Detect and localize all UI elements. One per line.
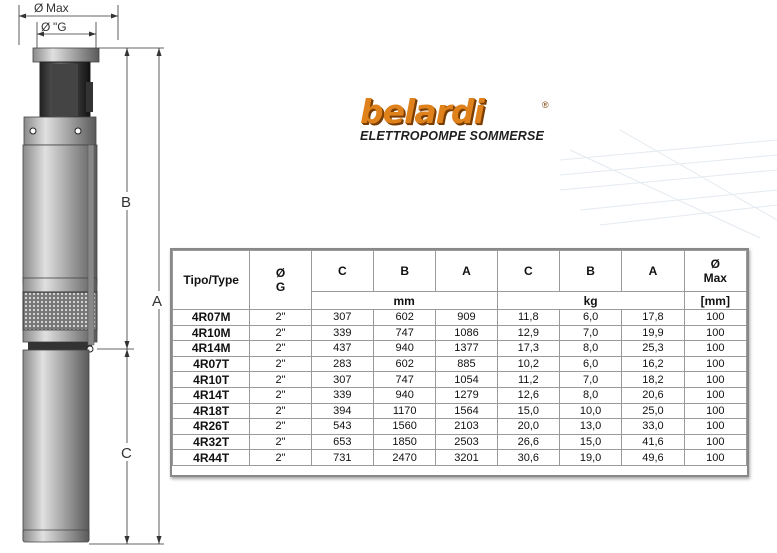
header-type: Tipo/Type: [173, 251, 250, 310]
cell-b-mm: 747: [374, 372, 436, 388]
cell-max: 100: [684, 372, 746, 388]
cell-b-kg: 10,0: [559, 403, 621, 419]
cell-model: 4R10M: [173, 325, 250, 341]
cell-a-mm: 885: [436, 356, 497, 372]
header-g-symbol: Ø: [275, 266, 286, 280]
cell-c-mm: 543: [311, 419, 373, 435]
table-row: [173, 325, 747, 341]
max-dimension: [19, 1, 118, 45]
cell-model: 4R14M: [173, 341, 250, 357]
cell-max: 100: [684, 434, 746, 450]
cell-g: 2": [250, 310, 311, 326]
g-dim-symbol: Ø: [41, 20, 51, 34]
cell-b-kg: 7,0: [559, 372, 621, 388]
header-c-kg: C: [497, 251, 559, 292]
cell-b-mm: 940: [374, 387, 436, 403]
g-dim-label: "G: [53, 20, 67, 34]
cell-a-mm: 2103: [436, 419, 497, 435]
cell-b-mm: 1850: [374, 434, 436, 450]
cell-g: 2": [250, 450, 311, 466]
cell-a-kg: 25,3: [622, 341, 684, 357]
header-g: [250, 251, 311, 310]
header-max-symbol: Ø: [710, 257, 720, 271]
header-row: [173, 251, 747, 292]
cell-max: 100: [684, 310, 746, 326]
table-row: [173, 419, 747, 435]
cell-model: 4R07M: [173, 310, 250, 326]
cell-b-kg: 8,0: [559, 341, 621, 357]
cell-b-kg: 15,0: [559, 434, 621, 450]
cell-model: 4R26T: [173, 419, 250, 435]
max-dim-symbol: Ø: [34, 1, 44, 15]
label-a: A: [152, 293, 163, 310]
cell-model: 4R14T: [173, 387, 250, 403]
brand-logo: [340, 92, 570, 150]
table-row: [173, 434, 747, 450]
header-c-mm: C: [311, 251, 373, 292]
table-body: [173, 310, 747, 466]
cell-a-mm: 909: [436, 310, 497, 326]
table-row: [173, 372, 747, 388]
cell-g: 2": [250, 434, 311, 450]
cell-max: 100: [684, 341, 746, 357]
cell-model: 4R10T: [173, 372, 250, 388]
cell-a-kg: 25,0: [622, 403, 684, 419]
cell-a-kg: 49,6: [622, 450, 684, 466]
brand-tagline: ELETTROPOMPE SOMMERSE: [360, 129, 545, 143]
cell-a-kg: 19,9: [622, 325, 684, 341]
unit-kg: kg: [497, 292, 684, 310]
cell-c-kg: 12,9: [497, 325, 559, 341]
cell-g: 2": [250, 403, 311, 419]
registered-mark: ®: [542, 100, 549, 110]
cell-b-kg: 13,0: [559, 419, 621, 435]
cell-model: 4R32T: [173, 434, 250, 450]
cell-c-kg: 11,2: [497, 372, 559, 388]
header-b-kg: B: [559, 251, 621, 292]
header-a-mm: A: [436, 251, 497, 292]
max-dim-label: Max: [46, 1, 69, 15]
cell-c-mm: 653: [311, 434, 373, 450]
label-c: C: [121, 445, 132, 462]
cell-c-kg: 10,2: [497, 356, 559, 372]
cell-c-kg: 15,0: [497, 403, 559, 419]
header-g-label: G: [275, 280, 286, 294]
cell-b-kg: 6,0: [559, 356, 621, 372]
cell-c-mm: 339: [311, 325, 373, 341]
cell-model: 4R18T: [173, 403, 250, 419]
table-row: [173, 403, 747, 419]
cell-c-kg: 20,0: [497, 419, 559, 435]
cell-c-kg: 11,8: [497, 310, 559, 326]
cell-a-mm: 1279: [436, 387, 497, 403]
background-watermark: [560, 120, 777, 240]
cell-a-mm: 1054: [436, 372, 497, 388]
cell-c-mm: 283: [311, 356, 373, 372]
cell-a-kg: 41,6: [622, 434, 684, 450]
cell-b-mm: 602: [374, 356, 436, 372]
cell-max: 100: [684, 387, 746, 403]
spec-table: [170, 248, 749, 477]
cell-b-kg: 8,0: [559, 387, 621, 403]
cell-b-mm: 747: [374, 325, 436, 341]
cell-c-mm: 437: [311, 341, 373, 357]
cell-c-mm: 394: [311, 403, 373, 419]
cell-a-kg: 16,2: [622, 356, 684, 372]
unit-max: [mm]: [684, 292, 746, 310]
table-row: [173, 310, 747, 326]
header-max-label: Max: [703, 271, 727, 285]
cell-g: 2": [250, 325, 311, 341]
cell-model: 4R44T: [173, 450, 250, 466]
header-b-mm: B: [374, 251, 436, 292]
cell-g: 2": [250, 341, 311, 357]
cell-b-mm: 602: [374, 310, 436, 326]
cell-c-kg: 30,6: [497, 450, 559, 466]
cell-a-mm: 3201: [436, 450, 497, 466]
cell-c-mm: 307: [311, 310, 373, 326]
cell-model: 4R07T: [173, 356, 250, 372]
cell-g: 2": [250, 419, 311, 435]
cell-max: 100: [684, 419, 746, 435]
cell-b-kg: 6,0: [559, 310, 621, 326]
cell-max: 100: [684, 325, 746, 341]
cell-g: 2": [250, 387, 311, 403]
cell-c-kg: 12,6: [497, 387, 559, 403]
cell-b-mm: 1560: [374, 419, 436, 435]
cell-a-mm: 1564: [436, 403, 497, 419]
cell-a-mm: 1377: [436, 341, 497, 357]
cell-c-mm: 731: [311, 450, 373, 466]
table-row: [173, 356, 747, 372]
table-row: [173, 450, 747, 466]
table-row: [173, 387, 747, 403]
cell-c-mm: 339: [311, 387, 373, 403]
cell-c-kg: 17,3: [497, 341, 559, 357]
cell-a-mm: 2503: [436, 434, 497, 450]
cell-a-kg: 33,0: [622, 419, 684, 435]
cell-a-mm: 1086: [436, 325, 497, 341]
cell-max: 100: [684, 450, 746, 466]
table-row: [173, 341, 747, 357]
cell-g: 2": [250, 372, 311, 388]
cell-a-kg: 18,2: [622, 372, 684, 388]
label-b: B: [121, 194, 132, 211]
cell-g: 2": [250, 356, 311, 372]
cell-max: 100: [684, 403, 746, 419]
cell-max: 100: [684, 356, 746, 372]
brand-name: belardi: [360, 92, 484, 131]
pump-drawing: [0, 0, 175, 553]
cell-c-mm: 307: [311, 372, 373, 388]
cell-b-mm: 940: [374, 341, 436, 357]
cell-a-kg: 20,6: [622, 387, 684, 403]
cell-a-kg: 17,8: [622, 310, 684, 326]
g-dimension: [37, 20, 96, 48]
header-a-kg: A: [622, 251, 684, 292]
cell-b-kg: 19,0: [559, 450, 621, 466]
cell-b-kg: 7,0: [559, 325, 621, 341]
cell-c-kg: 26,6: [497, 434, 559, 450]
unit-mm: mm: [311, 292, 497, 310]
cell-b-mm: 1170: [374, 403, 436, 419]
cell-b-mm: 2470: [374, 450, 436, 466]
header-max: [684, 251, 746, 292]
